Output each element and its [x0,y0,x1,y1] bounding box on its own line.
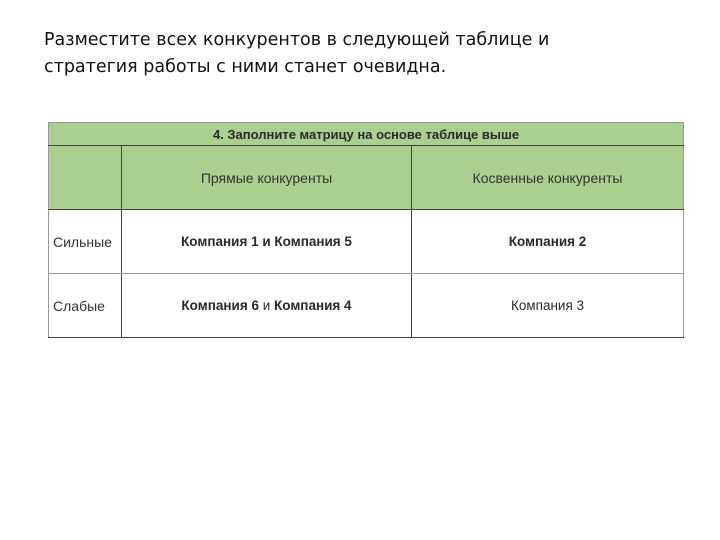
intro-line-2: стратегия работы с ними станет очевидна. [44,57,447,77]
row-label-strong: Сильные [49,210,122,274]
cell-weak-direct-part-2: и [258,298,275,313]
intro-text [44,27,664,81]
cell-weak-indirect-text: Компания 3 [510,298,585,313]
intro-line-1: Разместите всех конкурентов в следующей таблице и [44,30,550,50]
cell-weak-direct [122,274,412,338]
cell-strong-indirect-text: Компания 2 [508,234,587,249]
matrix-row-strong [49,210,684,274]
matrix-title-row [49,123,684,146]
column-header-direct: Прямые конкуренты [122,146,412,210]
cell-weak-direct-part-1: Компания 6 [181,298,259,313]
cell-strong-direct [122,210,412,274]
cell-strong-direct-text: Компания 1 и Компания 5 [181,234,352,249]
matrix-header-row [49,146,684,210]
competitor-matrix [48,122,684,338]
cell-weak-direct-part-3: Компания 4 [274,298,352,313]
cell-strong-indirect [412,210,684,274]
matrix-title: 4. Заполните матрицу на основе таблице выше [49,123,684,146]
cell-weak-indirect [412,274,684,338]
matrix-row-weak [49,274,684,338]
matrix-corner-cell [49,146,122,210]
row-label-weak: Слабые [49,274,122,338]
column-header-indirect: Косвенные конкуренты [412,146,684,210]
